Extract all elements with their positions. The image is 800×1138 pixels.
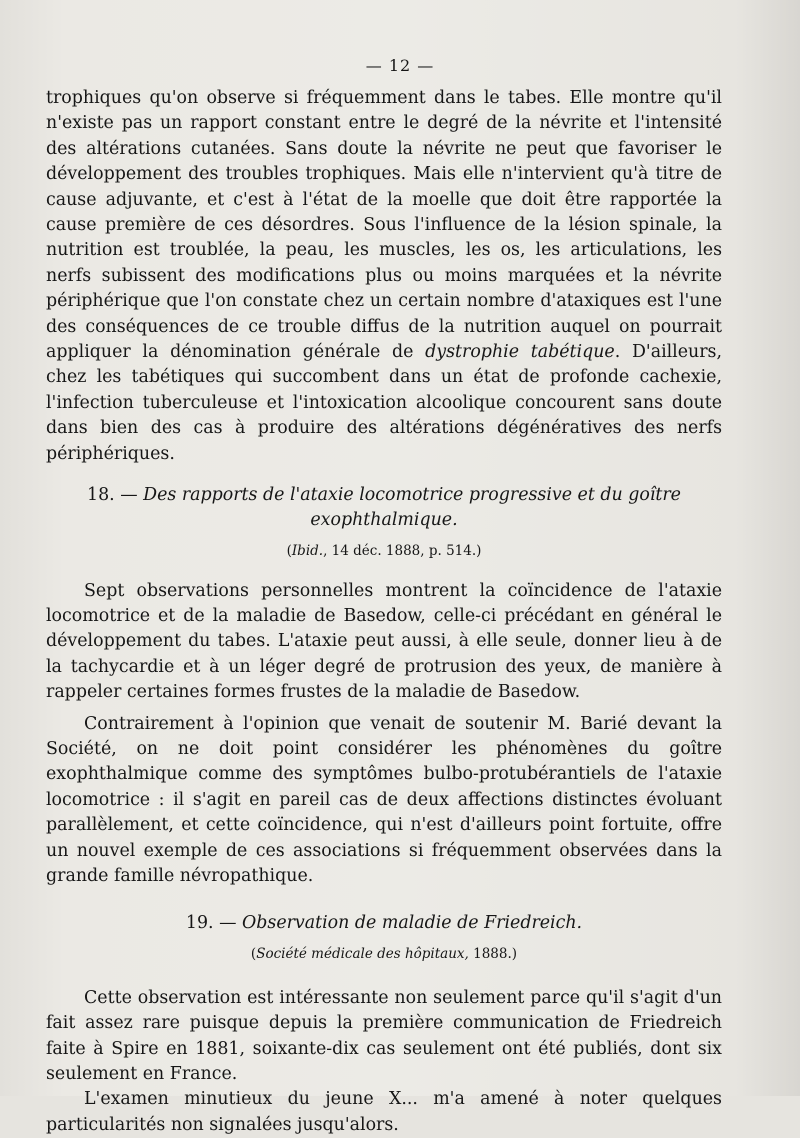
page-number: — 12 — [365,56,435,75]
source-italic: Ibid. [291,543,324,560]
source-text: , 14 déc. 1888, p. 514. [323,543,477,560]
section-dash: — [120,485,138,506]
paragraph: L'examen minutieux du jeune X... m'a amené à noter quelques particularités non signalées jusqu'alors. [46,1089,722,1135]
source-italic: Société médicale des hôpitaux, [256,946,469,963]
paragraph [46,86,722,467]
section-number: 18. [87,485,115,506]
section-dash: — [219,913,237,934]
section-19-source [46,942,722,967]
paren: ( [286,543,292,560]
paragraph-text: trophiques qu'on observe si fréquemment dans le tabes. Elle montre qu'il n'existe pas un rapport constant entre le degré de la névrite et l'intensité des altérations cutanées. Sans doute la névrite ne peut que favoriser le développement des troubles trophiques. Mais elle n'intervient qu'à titre de cause adjuvante, et c'est à l'état de la moelle que doit être rapportée la cause première de ces désordres. Sous l'influence de la lésion spinale, la nutrition est troublée, la peau, les muscles, les os, les articulations, les nerfs subissent des modifications plus ou moins marquées et la névrite périphérique que l'on constate chez un certain nombre d'ataxiques est l'une des conséquences de ce trouble diffus de la nutrition auquel on pourrait appliquer la dénomination générale de [46,88,722,363]
paragraph: Contrairement à l'opinion que venait de soutenir M. Barié devant la Société, on ne doit point considérer les phénomènes du goître exophthalmique comme des symptômes bulbo-protubérantiels de l'ataxie locomotrice : il s'agit en pareil cas de deux affections distinctes évoluant parallèlement, et cette coïncidence, qui n'est d'ailleurs point fortuite, offre un nouvel exemple de ces associations si fréquemment observées dans la grande famille névropathique. [46,713,722,886]
paragraph: Sept observations personnelles montrent la coïncidence de l'ataxie locomotrice et de la maladie de Basedow, celle-ci précédant en général le développement du tabes. L'ataxie peut aussi, à elle seule, donner lieu à de la tachycardie et à un léger degré de protrusion des yeux, de manière à rappeler certaines formes frustes de la maladie de Basedow. [46,580,722,703]
italic-term: dystrophie tabétique [425,342,615,363]
section-title: Observation de maladie de Friedreich. [242,913,583,934]
section-18-source [46,539,722,564]
section-18-heading [46,483,722,533]
paren: ) [511,946,518,963]
section-number: 19. [185,913,214,934]
paren: ) [476,543,482,560]
paragraph: Cette observation est intéressante non seulement parce qu'il s'agit d'un fait assez rare puisque depuis la première communication de Friedreich faite à Spire en 1881, soixante-dix cas seulement ont été publiés, dont six seulement en France. [46,987,722,1084]
body-text [46,86,722,1138]
paren: ( [250,946,257,963]
paragraph-text: . D'ailleurs, chez les tabétiques qui succombent dans un état de profonde cachexie, l'infection tuberculeuse et l'intoxication alcoolique concourent sans doute dans bien des cas à produire des altérations dégénératives des nerfs périphériques. [46,342,723,464]
section-title-cont: exophthalmique. [310,510,458,531]
section-19-heading [46,911,722,936]
source-text: 1888. [468,946,512,963]
section-title: Des rapports de l'ataxie locomotrice progressive et du goître [143,485,681,506]
